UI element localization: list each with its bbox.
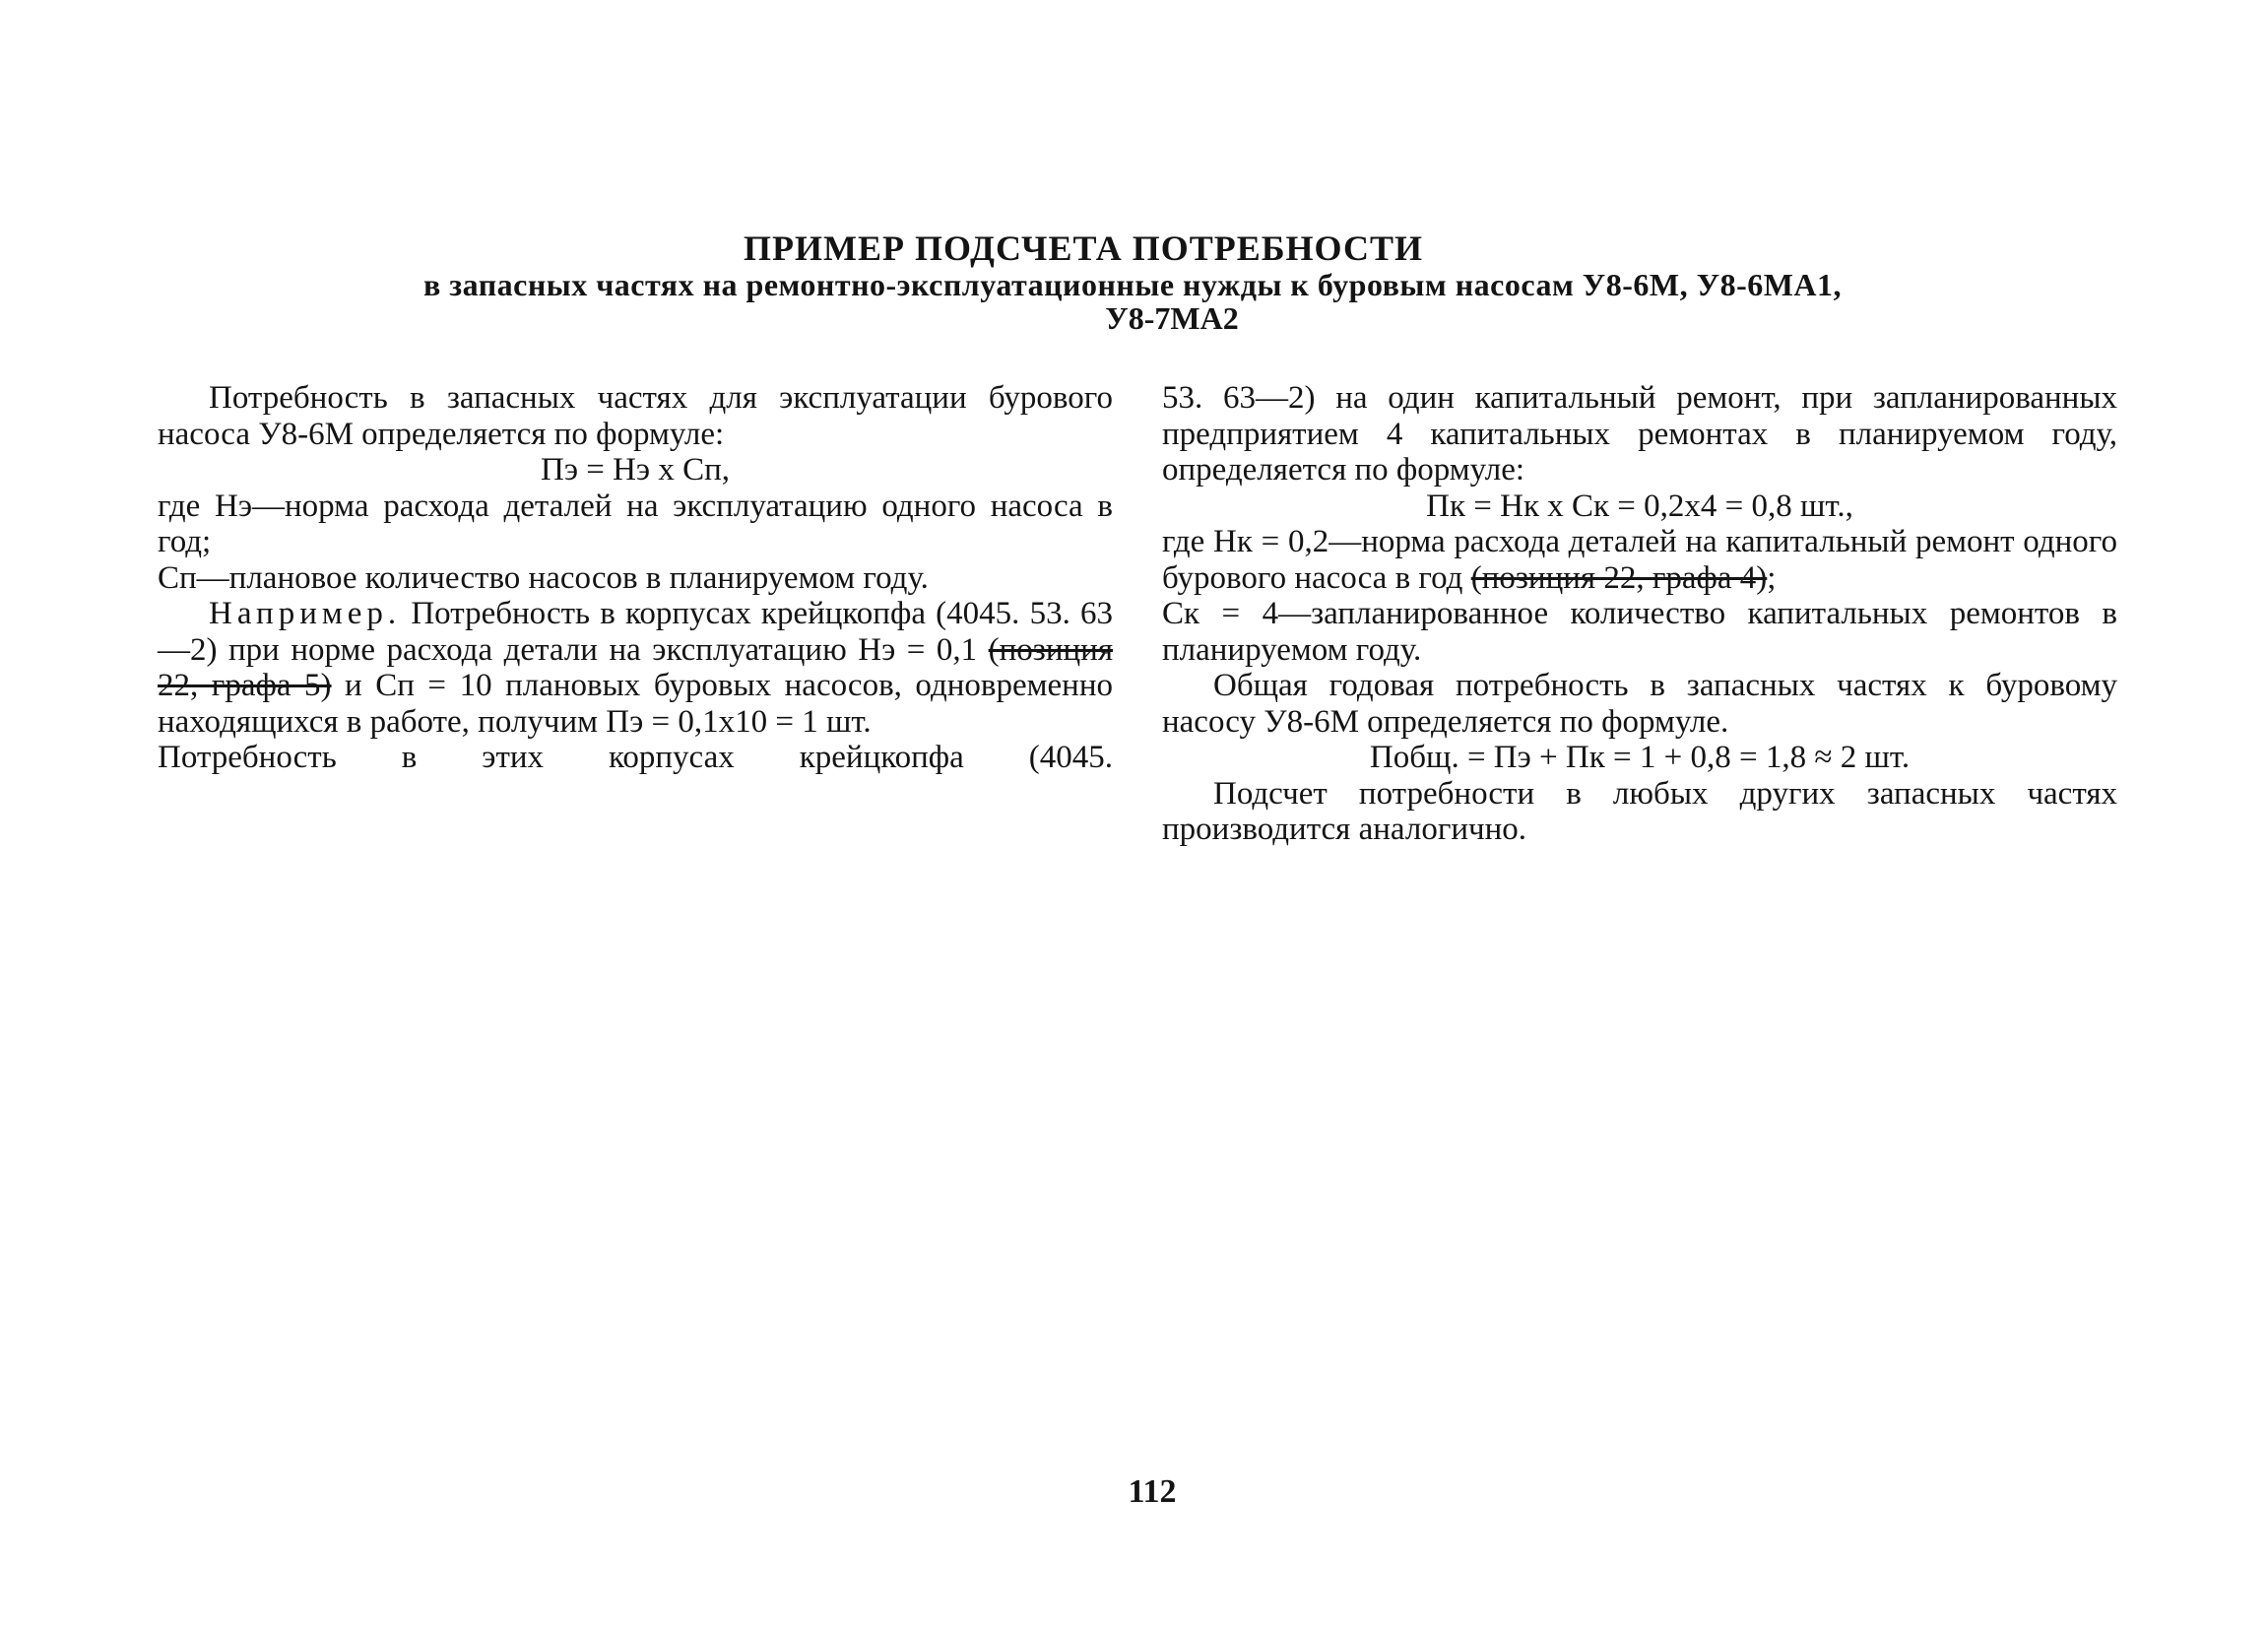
struck-text: (позиция 22, графа 4) [1470, 559, 1768, 596]
paragraph: Потребность в этих корпусах крейцкопфа (4045. [158, 740, 1113, 775]
heading [158, 228, 2107, 335]
paragraph: Потребность в запасных частях для эксплуатации бурового насоса У8-6М определяется по формуле: [158, 380, 1113, 452]
paragraph: Общая годовая потребность в запасных частях к буровому насосу У8-6М определяется по формуле. [1162, 668, 2117, 740]
heading-title: ПРИМЕР ПОДСЧЕТА ПОТРЕБНОСТИ [744, 228, 1423, 268]
example-label: Например. [209, 596, 402, 631]
paragraph: Ск = 4—запланированное количество капитальных ремонтов в планируемом году. [1162, 596, 2117, 668]
page-number: 112 [1128, 1473, 1177, 1510]
struck-text: (позиция 22, графа 5) [158, 631, 1114, 703]
paragraph-text: и Сп = 10 плановых буровых насосов, одновременно находящихся в работе, получим Пэ = 0,1х10 = 1 шт. [158, 668, 1114, 740]
formula: Пэ = Нэ х Сп, [540, 452, 731, 488]
paragraph: Сп—плановое количество насосов в планируемом году. [158, 559, 929, 596]
paragraph [158, 596, 1113, 740]
paragraph-text: Потребность в корпусах крейцкопфа (4045. 53. 63—2) при норме расхода детали на эксплуатацию Нэ = 0,1 [158, 596, 1114, 668]
heading-subtitle-line2: У8-7МА2 [1105, 300, 1239, 336]
paragraph: 53. 63—2) на один капитальный ремонт, при запланированных предприятием 4 капитальных ремонтах в планируемом году, определяется по формуле: [1162, 380, 2117, 488]
paragraph [1162, 524, 2117, 596]
right-column [1162, 380, 2117, 848]
formula: Пк = Нк х Ск = 0,2х4 = 0,8 шт., [1426, 488, 1853, 524]
paragraph: Подсчет потребности в любых других запасных частях производится аналогично. [1162, 775, 2117, 847]
heading-subtitle: в запасных частях на ремонтно-эксплуатационные нужды к буровым насосам У8-6М, У8-6МА1, [422, 267, 1843, 302]
paragraph-text: где Нк = 0,2—норма расхода деталей на капитальный ремонт одного бурового насоса в год [1162, 524, 2117, 596]
left-column [158, 380, 1113, 776]
paragraph: где Нэ—норма расхода деталей на эксплуатацию одного насоса в год; [158, 488, 1113, 559]
paragraph-text: ; [1767, 559, 1777, 596]
formula: Побщ. = Пэ + Пк = 1 + 0,8 = 1,8 ≈ 2 шт. [1369, 740, 1911, 775]
